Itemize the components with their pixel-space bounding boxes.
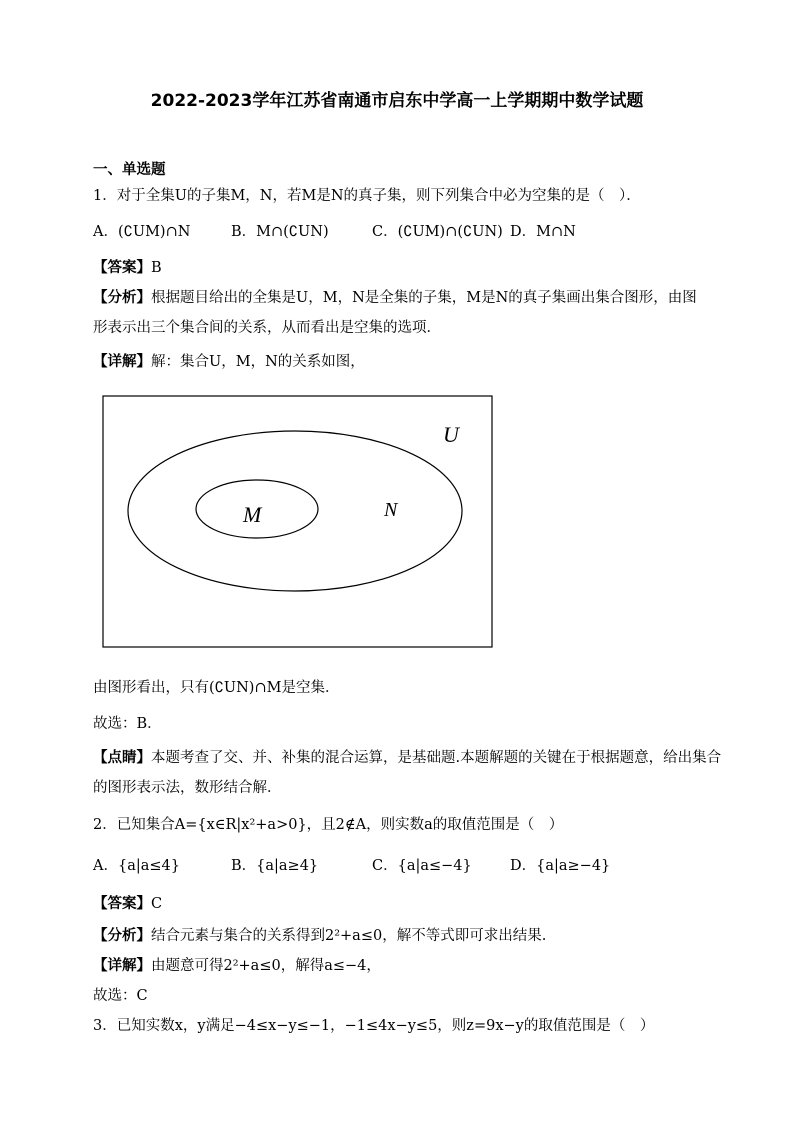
q1-conclusion: 由图形看出，只有(∁UN)∩M是空集． bbox=[93, 680, 340, 696]
q1-analysis-cont: 形表示出三个集合间的关系，从而看出是空集的选项． bbox=[93, 320, 441, 336]
q2-option-b: B．{a|a≥4} bbox=[231, 858, 319, 874]
q1-option-b: B．M∩(∁UN) bbox=[231, 224, 329, 240]
q2-option-c: C．{a|a≤−4} bbox=[372, 858, 472, 874]
detail-tag: 【详解】 bbox=[93, 957, 151, 974]
q1-comment-cont: 的图形表示法，数形结合解． bbox=[93, 780, 282, 796]
detail-tag: 【详解】 bbox=[93, 353, 151, 370]
set-n-ellipse bbox=[128, 431, 462, 591]
q1-option-d: D．M∩N bbox=[510, 224, 576, 240]
analysis-tag: 【分析】 bbox=[93, 927, 151, 944]
answer-tag: 【答案】 bbox=[93, 259, 151, 276]
detail-text: 由题意可得2²+a≤0，解得a≤−4， bbox=[151, 958, 381, 974]
q1-analysis bbox=[93, 288, 697, 308]
section-heading: 一、单选题 bbox=[93, 161, 166, 178]
answer-value: B bbox=[151, 260, 162, 276]
detail-text: 解：集合U，M，N的关系如图， bbox=[151, 354, 365, 370]
label-u: U bbox=[443, 422, 459, 447]
q2-option-a: A．{a|a≤4} bbox=[93, 858, 180, 874]
analysis-text: 根据题目给出的全集是U，M，N是全集的子集，M是N的真子集画出集合图形，由图 bbox=[151, 290, 697, 306]
page-title: 2022-2023学年江苏省南通市启东中学高一上学期期中数学试题 bbox=[150, 91, 644, 111]
q1-detail bbox=[93, 352, 365, 372]
q3-stem: 3．已知实数x，y满足−4≤x−y≤−1，−1≤4x−y≤5，则z=9x−y的取值范围是（ ） bbox=[93, 1018, 655, 1034]
q1-answer bbox=[93, 258, 162, 278]
q2-answer bbox=[93, 894, 162, 914]
q2-choose: 故选：C bbox=[93, 988, 148, 1004]
q2-detail bbox=[93, 956, 381, 976]
answer-tag: 【答案】 bbox=[93, 895, 151, 912]
q1-option-a: A．(∁UM)∩N bbox=[93, 224, 191, 240]
answer-value: C bbox=[151, 896, 163, 912]
q2-stem: 2．已知集合A={x∈R|x²+a>0}，且2∉A，则实数a的取值范围是（ ） bbox=[93, 817, 564, 833]
q1-choose: 故选：B． bbox=[93, 716, 162, 732]
label-n: N bbox=[384, 499, 398, 521]
q1-stem: 1．对于全集U的子集M，N，若M是N的真子集，则下列集合中必为空集的是（ ）． bbox=[93, 188, 641, 204]
analysis-tag: 【分析】 bbox=[93, 289, 151, 306]
label-m: M bbox=[243, 502, 262, 527]
comment-text: 本题考查了交、并、补集的混合运算，是基础题.本题解题的关键在于根据题意，给出集合 bbox=[151, 750, 722, 766]
venn-diagram bbox=[100, 393, 496, 649]
comment-tag: 【点睛】 bbox=[93, 749, 151, 766]
analysis-text: 结合元素与集合的关系得到2²+a≤0，解不等式即可求出结果. bbox=[151, 928, 547, 944]
q2-analysis bbox=[93, 926, 546, 946]
universal-set-box bbox=[103, 396, 492, 647]
q1-option-c: C．(∁UM)∩(∁UN) bbox=[372, 224, 503, 240]
q1-comment bbox=[93, 748, 721, 768]
q2-option-d: D．{a|a≥−4} bbox=[510, 858, 611, 874]
